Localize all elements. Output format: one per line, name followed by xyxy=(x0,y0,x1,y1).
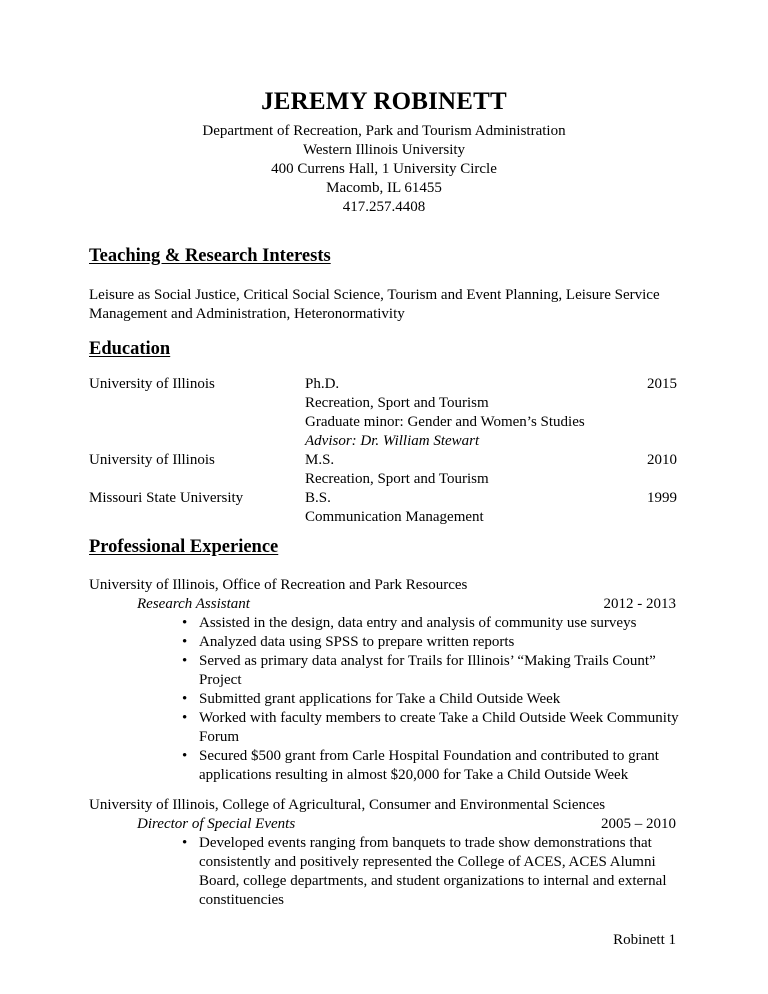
bullet-icon: • xyxy=(182,710,188,726)
list-item: • Assisted in the design, data entry and analysis of community use surveys xyxy=(182,615,637,631)
education-field: Communication Management xyxy=(305,509,484,525)
job-organization: University of Illinois, College of Agricultural, Consumer and Environmental Sciences xyxy=(89,797,606,813)
job-dates: 2005 – 2010 xyxy=(601,816,676,832)
section-heading-interests: Teaching & Research Interests xyxy=(89,246,331,266)
list-item: • Submitted grant applications for Take a Child Outside Week xyxy=(182,691,561,707)
education-advisor: Advisor: Dr. William Stewart xyxy=(305,433,480,449)
education-year: 2010 xyxy=(647,452,677,468)
bullet-icon: • xyxy=(182,634,188,650)
education-degree: M.S. xyxy=(305,452,335,468)
education-minor: Graduate minor: Gender and Women’s Studies xyxy=(305,414,585,430)
section-heading-experience: Professional Experience xyxy=(89,537,279,557)
education-degree: B.S. xyxy=(305,490,331,506)
bullet-icon: • xyxy=(182,615,188,631)
list-item: • Worked with faculty members to create Take a Child Outside Week Community Forum xyxy=(182,710,679,745)
education-field: Recreation, Sport and Tourism xyxy=(305,471,489,487)
bullet-icon: • xyxy=(182,653,188,669)
education-year: 2015 xyxy=(647,376,677,392)
job-title: Research Assistant xyxy=(137,596,250,612)
bullet-icon: • xyxy=(182,835,188,851)
phone-number: 417.257.4408 xyxy=(342,199,426,215)
education-degree: Ph.D. xyxy=(305,376,340,392)
education-institution: University of Illinois xyxy=(89,376,215,392)
bullet-icon: • xyxy=(182,748,188,764)
address-line: Western Illinois University xyxy=(302,142,466,158)
list-item: • Analyzed data using SPSS to prepare written reports xyxy=(182,634,515,650)
job-organization: University of Illinois, Office of Recreation and Park Resources xyxy=(89,577,468,593)
education-field: Recreation, Sport and Tourism xyxy=(305,395,489,411)
list-item: • Secured $500 grant from Carle Hospital Foundation and contributed to grant applications resulting in almost $20,000 for Take a Child Outside Week xyxy=(182,748,659,783)
address-line: 400 Currens Hall, 1 University Circle xyxy=(271,161,497,177)
education-year: 1999 xyxy=(647,490,677,506)
job-dates: 2012 - 2013 xyxy=(603,596,676,612)
bullet-icon: • xyxy=(182,691,188,707)
job-bullet-list xyxy=(182,834,679,910)
education-institution: University of Illinois xyxy=(89,452,215,468)
interests-text: Management and Administration, Heteronormativity xyxy=(89,306,405,322)
section-heading-education: Education xyxy=(89,339,171,359)
education-institution: Missouri State University xyxy=(89,490,244,506)
list-item: • Developed events ranging from banquets to trade show demonstrations that consistently and positively represented the College of ACES, ACES Alumni Board, college departments, and student organizations to internal and external constituencies xyxy=(182,835,667,908)
resume-name: JEREMY ROBINETT xyxy=(261,88,507,115)
page-footer: Robinett 1 xyxy=(613,932,676,948)
job-bullet-list xyxy=(182,614,679,785)
job-title: Director of Special Events xyxy=(137,816,296,832)
list-item: • Served as primary data analyst for Trails for Illinois’ “Making Trails Count” Project xyxy=(182,653,656,688)
interests-text: Leisure as Social Justice, Critical Social Science, Tourism and Event Planning, Leisure Service xyxy=(89,287,660,303)
address-line: Department of Recreation, Park and Tourism Administration xyxy=(202,123,566,139)
address-line: Macomb, IL 61455 xyxy=(326,180,442,196)
